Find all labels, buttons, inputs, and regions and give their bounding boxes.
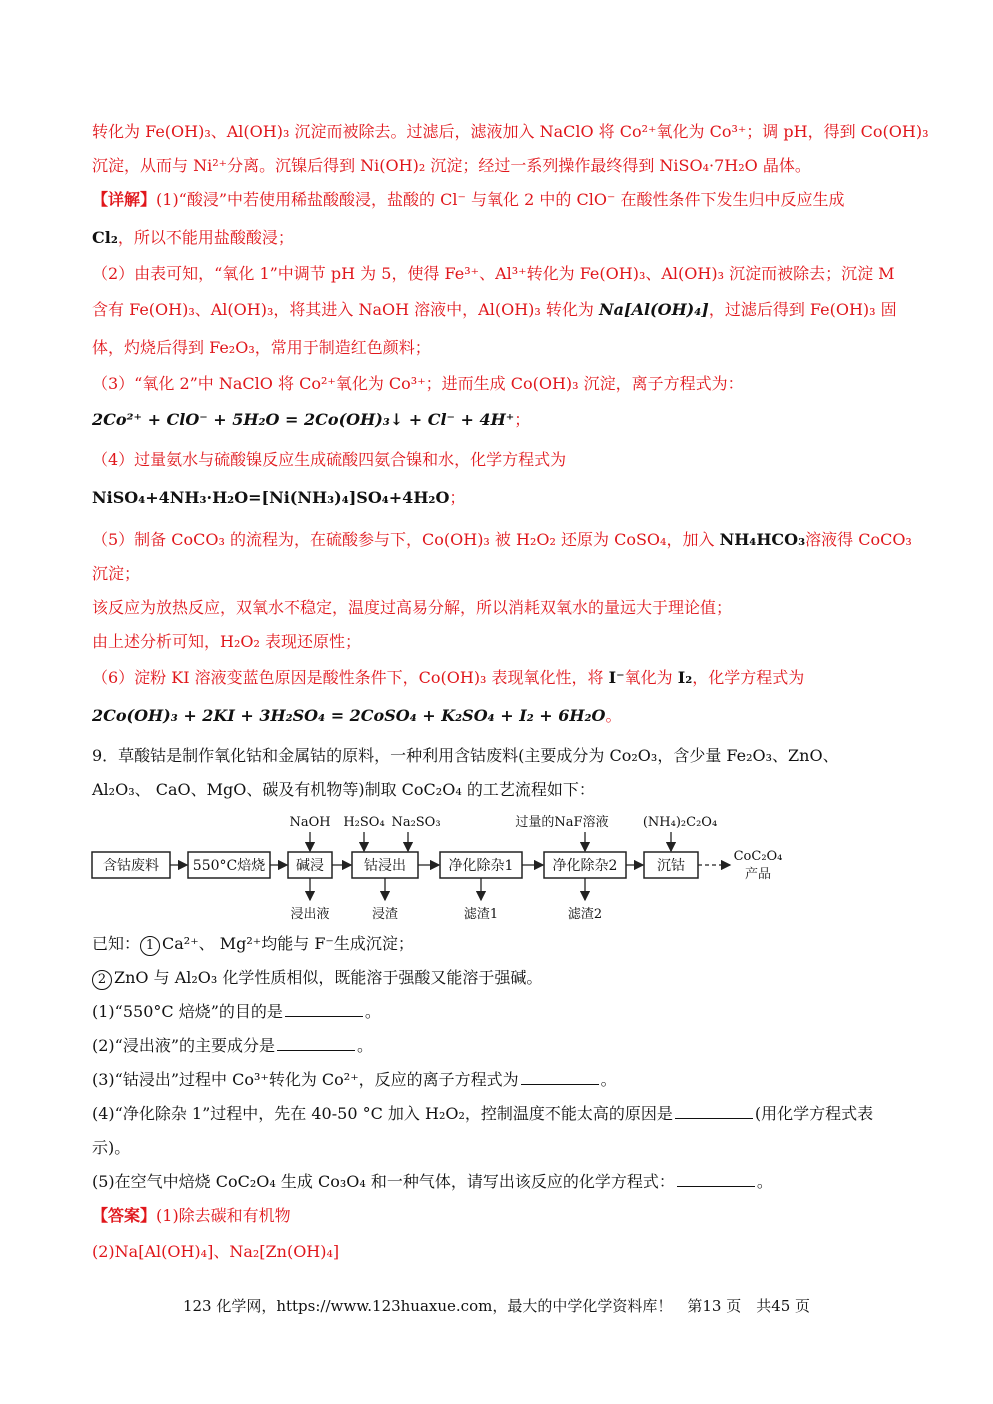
- answer-blank[interactable]: [277, 1036, 355, 1051]
- output-label: 浸出液: [290, 907, 330, 922]
- text-span: （6）淀粉 KI 溶液变蓝色原因是酸性条件下，Co(OH)₃ 表现氧化性，将: [92, 668, 604, 687]
- reagent-label: H₂SO₄: [343, 815, 385, 830]
- text-span: ；: [514, 410, 531, 429]
- flow-box-label: 碱浸: [296, 858, 324, 874]
- known-line: [92, 932, 943, 956]
- formula: I⁻: [608, 668, 625, 687]
- text-line: （2）由表可知，“氧化 1”中调节 pH 为 5，使得 Fe³⁺、Al³⁺转化为 Fe(OH)₃、Al(OH)₃ 沉淀而被除去；沉淀 M: [92, 264, 895, 283]
- product-label: 产品: [744, 867, 772, 882]
- answer-blank[interactable]: [521, 1070, 599, 1085]
- question-line: [92, 1000, 943, 1024]
- text-span: (1)除去碳和有机物: [156, 1206, 291, 1225]
- text-span: 。: [364, 1002, 381, 1021]
- formula: Na[Al(OH)₄]: [599, 300, 709, 319]
- known-line: [92, 966, 943, 990]
- formula: Cl₂: [92, 228, 118, 247]
- question-line: 9．草酸钴是制作氧化钴和金属钴的原料，一种利用含钴废料(主要成分为 Co₂O₃，含少量 Fe₂O₃、ZnO、: [92, 746, 839, 765]
- question-line: [92, 1068, 943, 1092]
- question-line: [92, 1034, 943, 1058]
- equation-line: [92, 486, 943, 510]
- text-span: 含有 Fe(OH)₃、Al(OH)₃，将其进入 NaOH 溶液中，Al(OH)₃ 转化为: [92, 300, 594, 319]
- text-line: 沉淀；: [92, 564, 141, 583]
- text-span: ZnO 与 Al₂O₃ 化学性质相似，既能溶于强酸又能溶于强碱。: [114, 968, 543, 987]
- text-span: 。: [357, 1036, 374, 1055]
- equation: 2Co(OH)₃ + 2KI + 3H₂SO₄ = 2CoSO₄ + K₂SO₄ + I₂ + 6H₂O: [92, 706, 606, 725]
- page-footer: 123 化学网，https://www.123huaxue.com，最大的中学化学资料库！ 第13 页 共45 页: [182, 1297, 811, 1315]
- flow-box-label: 净化除杂1: [448, 858, 514, 874]
- equation-line: [92, 704, 943, 728]
- text-line: 体，灼烧后得到 Fe₂O₃，常用于制造红色颜料；: [92, 338, 431, 357]
- text-span: 已知：: [92, 934, 141, 953]
- text-span: (1)“酸浸”中若使用稀盐酸酸浸，盐酸的 Cl⁻ 与氧化 2 中的 ClO⁻ 在酸性条件下发生归中反应生成: [156, 190, 845, 209]
- text-span: ，过滤后得到 Fe(OH)₃ 固: [708, 300, 897, 319]
- answer-blank[interactable]: [285, 1002, 363, 1017]
- flow-box-label: 含钴废料: [103, 858, 159, 874]
- question-line: [92, 1102, 943, 1126]
- text-span: 。: [605, 706, 622, 725]
- text-span: (5)在空气中焙烧 CoC₂O₄ 生成 Co₃O₄ 和一种气体，请写出该反应的化学方程式：: [92, 1172, 675, 1191]
- text-span: Ca²⁺、 Mg²⁺均能与 F⁻生成沉淀；: [162, 934, 414, 953]
- text-line: [92, 528, 943, 552]
- formula: NH₄HCO₃: [719, 530, 806, 549]
- question-line: Al₂O₃、 CaO、MgO、碳及有机物等)制取 CoC₂O₄ 的工艺流程如下：: [92, 780, 595, 799]
- text-span: 。: [756, 1172, 773, 1191]
- detail-tag: 【详解】: [92, 190, 157, 209]
- reagent-label: NaOH: [289, 815, 331, 830]
- text-span: （5）制备 CoCO₃ 的流程为，在硫酸参与下，Co(OH)₃ 被 H₂O₂ 还原为 CoSO₄，加入: [92, 530, 715, 549]
- circled-number: 2: [92, 970, 112, 990]
- flow-box-label: 550°C焙烧: [192, 858, 266, 874]
- text-line: （4）过量氨水与硫酸镍反应生成硫酸四氨合镍和水，化学方程式为: [92, 450, 567, 469]
- text-line: [92, 666, 943, 690]
- answer-tag: 【答案】: [92, 1206, 157, 1225]
- answer-line: [92, 1204, 943, 1228]
- flow-box-label: 沉钴: [657, 858, 685, 874]
- formula: I₂: [677, 668, 693, 687]
- text-line: [92, 226, 943, 250]
- text-line: 由上述分析可知，H₂O₂ 表现还原性；: [92, 632, 361, 651]
- text-line: 转化为 Fe(OH)₃、Al(OH)₃ 沉淀而被除去。过滤后，滤液加入 NaClO 将 Co²⁺氧化为 Co³⁺；调 pH，得到 Co(OH)₃: [92, 122, 929, 141]
- text-line: [92, 188, 943, 212]
- text-span: 。: [600, 1070, 617, 1089]
- question-line: [92, 1170, 943, 1194]
- text-span: 氧化为: [624, 668, 673, 687]
- question-line: 示)。: [92, 1138, 131, 1157]
- flow-box-label: 净化除杂2: [552, 858, 618, 874]
- answer-blank[interactable]: [675, 1104, 753, 1119]
- reagent-label: 过量的NaF溶液: [515, 815, 609, 830]
- flow-box-label: 钴浸出: [364, 858, 406, 874]
- reagent-label: (NH₄)₂C₂O₄: [642, 815, 718, 830]
- answer-blank[interactable]: [677, 1172, 755, 1187]
- output-label: 浸渣: [371, 907, 399, 922]
- circled-number: 1: [140, 936, 160, 956]
- text-span: ，所以不能用盐酸酸浸；: [117, 228, 294, 247]
- reagent-label: Na₂SO₃: [391, 815, 441, 830]
- equation-line: [92, 408, 943, 432]
- equation: NiSO₄+4NH₃·H₂O=[Ni(NH₃)₄]SO₄+4H₂O: [92, 488, 450, 507]
- process-flow-diagram: [90, 808, 810, 928]
- text-line: [92, 298, 943, 322]
- text-span: (4)“净化除杂 1”过程中，先在 40-50 °C 加入 H₂O₂，控制温度不能太高的原因是: [92, 1104, 673, 1123]
- product-label: CoC₂O₄: [733, 849, 783, 864]
- text-span: ，化学方程式为: [692, 668, 805, 687]
- output-label: 滤渣1: [463, 907, 499, 922]
- text-span: (1)“550°C 焙烧”的目的是: [92, 1002, 283, 1021]
- text-span: (3)“钴浸出”过程中 Co³⁺转化为 Co²⁺，反应的离子方程式为: [92, 1070, 519, 1089]
- text-line: 沉淀，从而与 Ni²⁺分离。沉镍后得到 Ni(OH)₂ 沉淀；经过一系列操作最终得到 NiSO₄·7H₂O 晶体。: [92, 156, 811, 175]
- text-span: (2)“浸出液”的主要成分是: [92, 1036, 276, 1055]
- answer-line: (2)Na[Al(OH)₄]、Na₂[Zn(OH)₄]: [92, 1242, 340, 1261]
- text-span: 溶液得 CoCO₃: [805, 530, 912, 549]
- text-line: （3）“氧化 2”中 NaClO 将 Co²⁺氧化为 Co³⁺；进而生成 Co(OH)₃ 沉淀，离子方程式为：: [92, 374, 744, 393]
- text-line: 该反应为放热反应，双氧水不稳定，温度过高易分解，所以消耗双氧水的量远大于理论值；: [92, 598, 733, 617]
- equation: 2Co²⁺ + ClO⁻ + 5H₂O = 2Co(OH)₃↓ + Cl⁻ + 4H⁺: [92, 410, 515, 429]
- text-span: (用化学方程式表: [754, 1104, 874, 1123]
- text-span: ；: [449, 488, 466, 507]
- output-label: 滤渣2: [567, 907, 603, 922]
